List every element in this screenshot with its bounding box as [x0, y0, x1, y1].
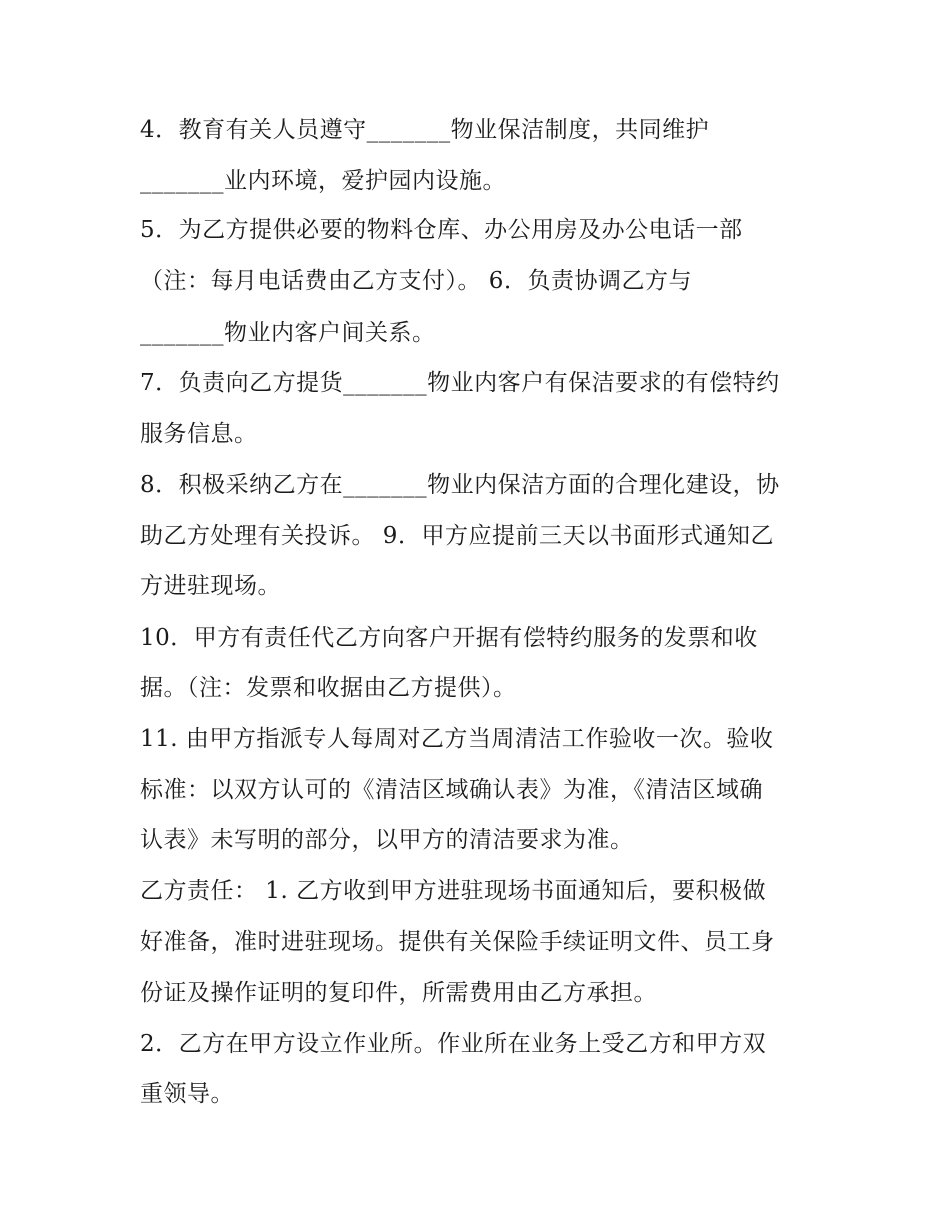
text-line: 2．乙方在甲方设立作业所。作业所在业务上受乙方和甲方双: [140, 1031, 767, 1057]
text-line: 5．为乙方提供必要的物料仓库、办公用房及办公电话一部: [140, 217, 743, 243]
text-line: 11. 由甲方指派专人每周对乙方当周清洁工作验收一次。验收: [140, 726, 774, 752]
text-line: 4．教育有关人员遵守_______物业保洁制度，共同维护: [140, 117, 710, 143]
text-line: 认表》未写明的部分，以甲方的清洁要求为准。: [140, 827, 634, 853]
text-line: 8．积极采纳乙方在_______物业内保洁方面的合理化建设，协: [140, 472, 780, 498]
text-line: 10．甲方有责任代乙方向客户开据有偿特约服务的发票和收: [140, 625, 758, 651]
text-line: 方进驻现场。: [140, 573, 281, 599]
text-line: 好准备，准时进驻现场。提供有关保险手续证明文件、员工身: [140, 929, 775, 955]
text-line: 乙方责任： 1. 乙方收到甲方进驻现场书面通知后，要积极做: [140, 878, 767, 904]
text-line: 据。（注：发票和收据由乙方提供）。: [140, 675, 517, 701]
text-line: （注：每月电话费由乙方支付）。 6．负责协调乙方与: [140, 268, 692, 294]
text-line: 重领导。: [140, 1081, 234, 1107]
text-line: 服务信息。: [140, 421, 258, 447]
text-line: 7．负责向乙方提货_______物业内客户有保洁要求的有偿特约: [140, 370, 780, 396]
text-line: _______业内环境，爱护园内设施。: [140, 168, 506, 194]
text-line: 份证及操作证明的复印件，所需费用由乙方承担。: [140, 980, 657, 1006]
text-line: 标准：以双方认可的《清洁区域确认表》为准，《清洁区域确: [140, 777, 763, 803]
text-line: _______物业内客户间关系。: [140, 320, 436, 346]
text-line: 助乙方处理有关投诉。 9．甲方应提前三天以书面形式通知乙: [140, 523, 774, 549]
